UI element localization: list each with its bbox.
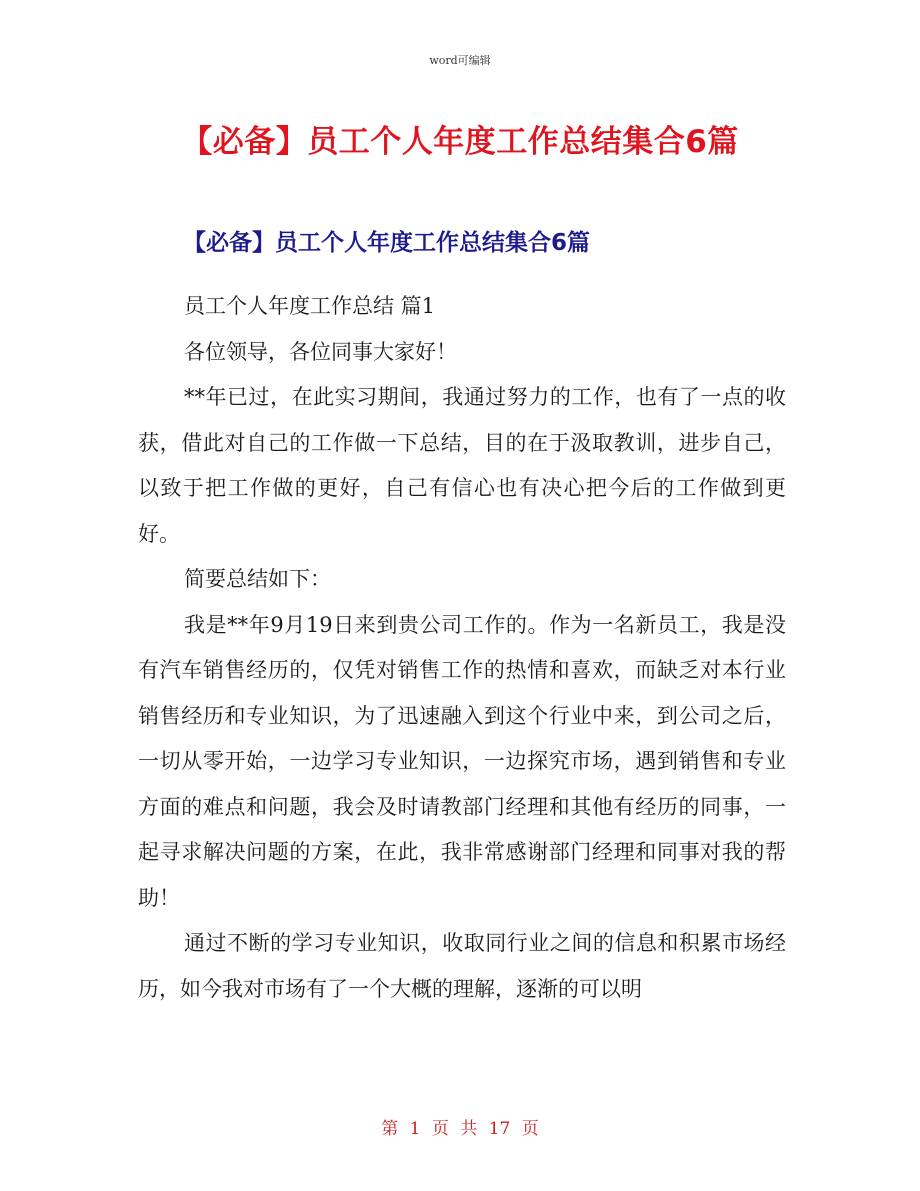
document-body: [138, 284, 786, 1012]
section-heading: 员工个人年度工作总结 篇1: [184, 294, 436, 318]
summary-intro-paragraph: 简要总结如下：: [184, 567, 331, 591]
page-number-footer: 第 1 页 共 17 页: [381, 1119, 539, 1139]
document-main-title: 【必备】员工个人年度工作总结集合6篇: [181, 124, 739, 160]
body-paragraph: 通过不断的学习专业知识，收取同行业之间的信息和积累市场经历，如今我对市场有了一个大概的理解，逐渐的可以明: [138, 931, 786, 1001]
header-note: word可编辑: [429, 54, 491, 67]
body-paragraph: **年已过，在此实习期间，我通过努力的工作，也有了一点的收获，借此对自己的工作做一下总结，目的在于汲取教训，进步自己，以致于把工作做的更好，自己有信心也有决心把今后的工作做到更好。: [138, 385, 786, 546]
body-paragraph: 我是**年9月19日来到贵公司工作的。作为一名新员工，我是没有汽车销售经历的，仅凭对销售工作的热情和喜欢，而缺乏对本行业销售经历和专业知识，为了迅速融入到这个行业中来，到公司之后，一切从零开始，一边学习专业知识，一边探究市场，遇到销售和专业方面的难点和问题，我会及时请教部门经理和其他有经历的同事，一起寻求解决问题的方案，在此，我非常感谢部门经理和同事对我的帮助！: [138, 612, 786, 910]
greeting-paragraph: 各位领导，各位同事大家好！: [184, 339, 457, 364]
document-sub-title: 【必备】员工个人年度工作总结集合6篇: [183, 230, 591, 256]
